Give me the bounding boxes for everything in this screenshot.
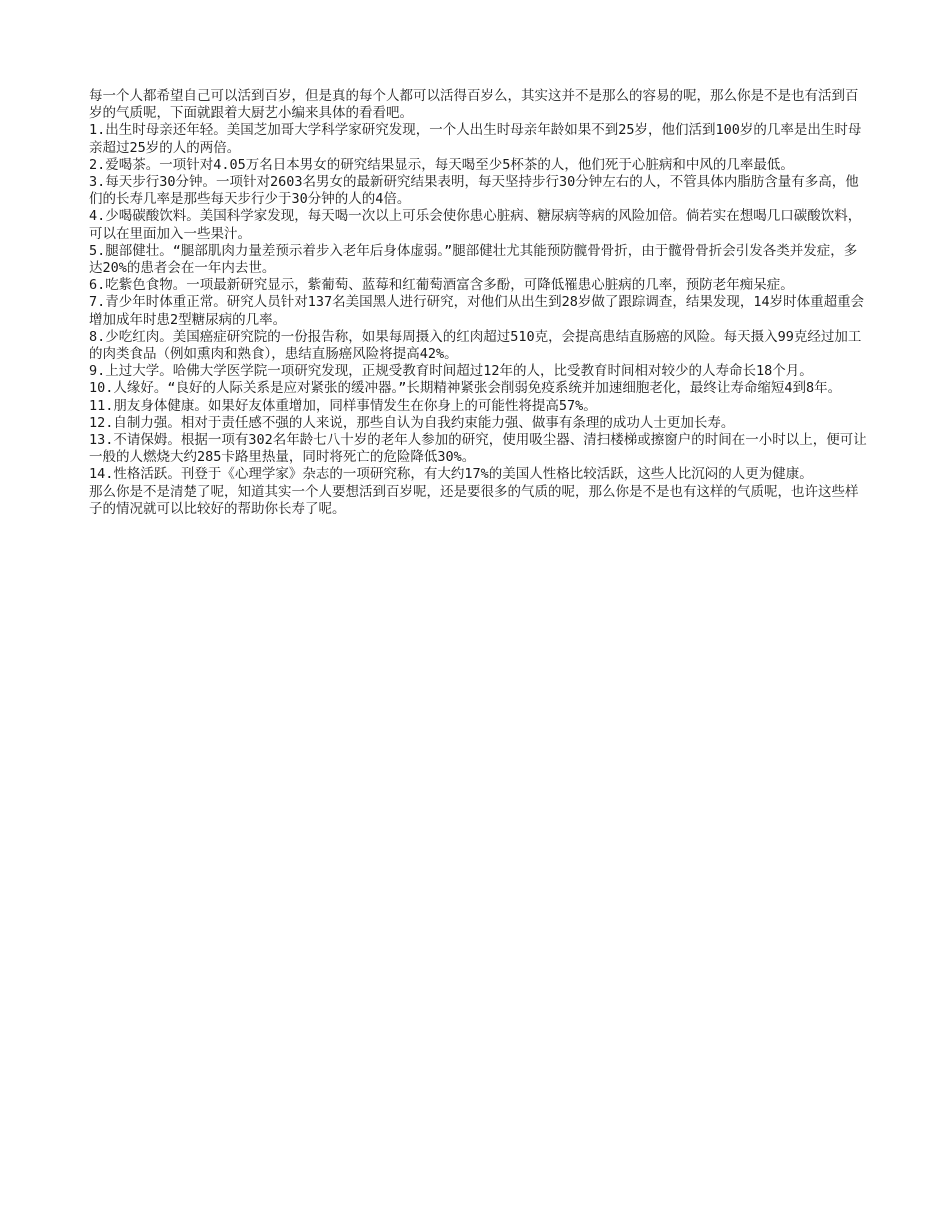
list-item-8: 8.少吃红肉。美国癌症研究院的一份报告称，如果每周摄入的红肉超过510克，会提高患结直肠癌的风险。每天摄入99克经过加工的肉类食品（例如熏肉和熟食），患结直肠癌风险将提高42%。 <box>89 328 862 363</box>
list-item-7: 7.青少年时体重正常。研究人员针对137名美国黑人进行研究，对他们从出生到28岁做了跟踪调查，结果发现，14岁时体重超重会增加成年时患2型糖尿病的几率。 <box>89 294 865 328</box>
list-item-12: 12.自制力强。相对于责任感不强的人来说，那些自认为自我约束能力强、做事有条理的成功人士更加长寿。 <box>89 414 735 431</box>
list-item-11: 11.朋友身体健康。如果好友体重增加，同样事情发生在你身上的可能性将提高57%。 <box>89 397 597 414</box>
intro-paragraph: 每一个人都希望自己可以活到百岁，但是真的每个人都可以活得百岁么，其实这并不是那么的容易的呢，那么你是不是也有活到百岁的气质呢，下面就跟着大厨艺小编来具体的看看吧。 <box>89 88 859 122</box>
list-item-1: 1.出生时母亲还年轻。美国芝加哥大学科学家研究发现，一个人出生时母亲年龄如果不到25岁，他们活到100岁的几率是出生时母亲超过25岁的人的两倍。 <box>89 122 862 156</box>
list-item-10: 10.人缘好。“良好的人际关系是应对紧张的缓冲器。”长期精神紧张会削弱免疫系统并加速细胞老化，最终让寿命缩短4到8年。 <box>89 380 842 397</box>
list-item-14: 14.性格活跃。刊登于《心理学家》杂志的一项研究称，有大约17%的美国人性格比较活跃，这些人比沉闷的人更为健康。 <box>89 466 813 483</box>
list-item-6: 6.吃紫色食物。一项最新研究显示，紫葡萄、蓝莓和红葡萄酒富含多酚，可降低罹患心脏病的几率，预防老年痴呆症。 <box>89 277 794 294</box>
list-item-2: 2.爱喝茶。一项针对4.05万名日本男女的研究结果显示，每天喝至少5杯茶的人，他们死于心脏病和中风的几率最低。 <box>89 156 794 173</box>
article-body <box>89 88 869 518</box>
list-item-9: 9.上过大学。哈佛大学医学院一项研究发现，正规受教育时间超过12年的人，比受教育时间相对较少的人寿命长18个月。 <box>89 363 813 380</box>
list-item-3: 3.每天步行30分钟。一项针对2603名男女的最新研究结果表明，每天坚持步行30分钟左右的人，不管具体内脂肪含量有多高，他们的长寿几率是那些每天步行少于30分钟的人的4倍。 <box>89 174 859 208</box>
list-item-4: 4.少喝碳酸饮料。美国科学家发现，每天喝一次以上可乐会使你患心脏病、糖尿病等病的风险加倍。倘若实在想喝几口碳酸饮料，可以在里面加入一些果汁。 <box>89 208 862 242</box>
closing-paragraph: 那么你是不是清楚了呢，知道其实一个人要想活到百岁呢，还是要很多的气质的呢，那么你是不是也有这样的气质呢，也许这些样子的情况就可以比较好的帮助你长寿了呢。 <box>89 483 859 517</box>
list-item-5: 5.腿部健壮。“腿部肌肉力量差预示着步入老年后身体虚弱。”腿部健壮尤其能预防髋骨骨折，由于髋骨骨折会引发各类并发症，多达20%的患者会在一年内去世。 <box>89 242 858 277</box>
list-item-13: 13.不请保姆。根据一项有302名年龄七八十岁的老年人参加的研究，使用吸尘器、清扫楼梯或擦窗户的时间在一小时以上，便可让一般的人燃烧大约285卡路里热量，同时将死亡的危险降低30%。 <box>89 432 867 466</box>
